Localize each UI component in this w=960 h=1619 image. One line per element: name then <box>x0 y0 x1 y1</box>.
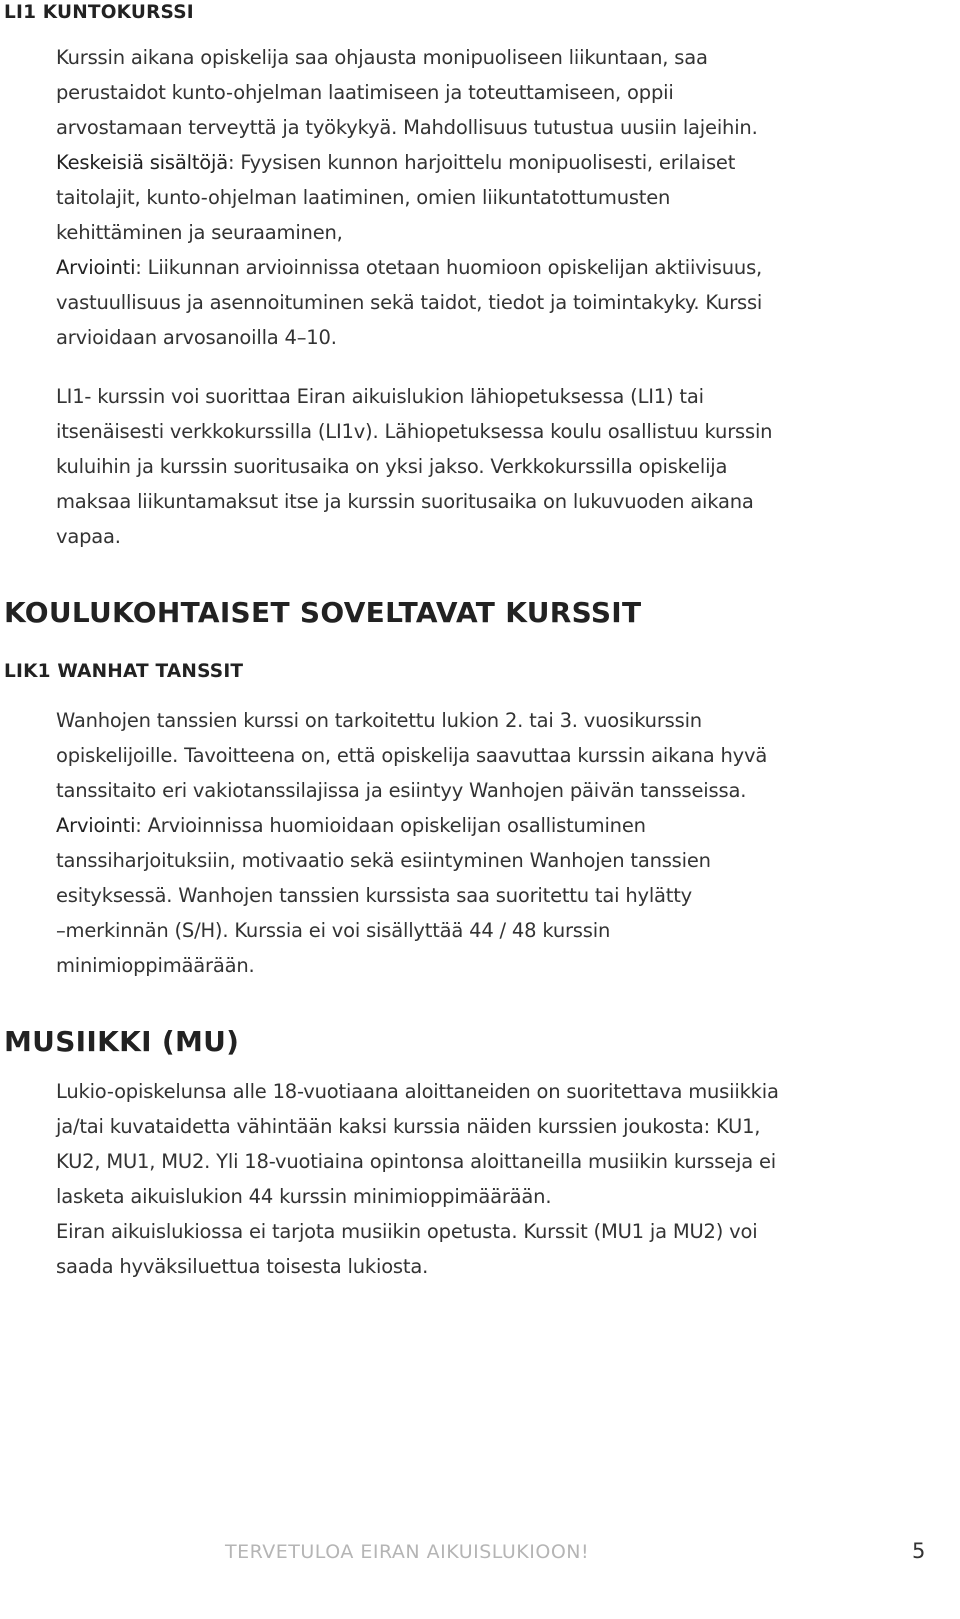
content-text: : Fyysisen kunnon harjoittelu monipuolisesti, erilaiset <box>227 151 736 174</box>
text-line: tanssiharjoituksiin, motivaatio sekä esiintyminen Wanhojen tanssien <box>56 849 711 872</box>
lik1-heading: LIK1 WANHAT TANSSIT <box>4 661 244 682</box>
assessment-line <box>56 808 946 843</box>
assessment-text: : Arvioinnissa huomioidaan opiskelijan osallistuminen <box>135 814 646 837</box>
text-line: itsenäisesti verkkokurssilla (LI1v). Lähiopetuksessa koulu osallistuu kurssin <box>56 420 773 443</box>
text-line: –merkinnän (S/H). Kurssia ei voi sisällyttää 44 / 48 kurssin <box>56 919 611 942</box>
text-line: arvostamaan terveyttä ja työkykyä. Mahdollisuus tutustua uusiin lajeihin. <box>56 116 758 139</box>
lik1-body <box>56 703 946 983</box>
text-line: vapaa. <box>56 525 121 548</box>
text-line: Lukio-opiskelunsa alle 18-vuotiaana aloittaneiden on suoritettava musiikkia <box>56 1080 779 1103</box>
text-line: ja/tai kuvataidetta vähintään kaksi kurssia näiden kurssien joukosta: KU1, <box>56 1115 761 1138</box>
text-line: kuluihin ja kurssin suoritusaika on yksi jakso. Verkkokurssilla opiskelija <box>56 455 728 478</box>
text-line: KU2, MU1, MU2. Yli 18-vuotiaina opintonsa aloittaneilla musiikin kursseja ei <box>56 1150 777 1173</box>
content-line <box>56 145 946 180</box>
text-line: lasketa aikuislukion 44 kurssin minimioppimäärään. <box>56 1185 552 1208</box>
text-line: tanssitaito eri vakiotanssilajissa ja esiintyy Wanhojen päivän tansseissa. <box>56 779 747 802</box>
text-line: saada hyväksiluettua toisesta lukiosta. <box>56 1255 429 1278</box>
li1-heading: LI1 KUNTOKURSSI <box>4 2 194 23</box>
content-label: Keskeisiä sisältöjä <box>56 151 228 174</box>
text-line: Eiran aikuislukiossa ei tarjota musiikin opetusta. Kurssit (MU1 ja MU2) voi <box>56 1220 758 1243</box>
text-line: minimioppimäärään. <box>56 954 255 977</box>
text-line: LI1- kurssin voi suorittaa Eiran aikuislukion lähiopetuksessa (LI1) tai <box>56 385 704 408</box>
text-line: esityksessä. Wanhojen tanssien kurssista saa suoritettu tai hylätty <box>56 884 693 907</box>
text-line: maksaa liikuntamaksut itse ja kurssin suoritusaika on lukuvuoden aikana <box>56 490 754 513</box>
li1-body <box>56 40 946 355</box>
page-number: 5 <box>912 1539 926 1563</box>
music-body <box>56 1074 946 1284</box>
text-line: vastuullisuus ja asennoituminen sekä taidot, tiedot ja toimintakyky. Kurssi <box>56 291 763 314</box>
text-line: perustaidot kunto-ohjelman laatimiseen ja toteuttamiseen, oppii <box>56 81 674 104</box>
footer-text: TERVETULOA EIRAN AIKUISLUKIOON! <box>225 1541 590 1563</box>
assessment-label: Arviointi <box>56 256 136 279</box>
music-heading: MUSIIKKI (MU) <box>4 1025 240 1058</box>
text-line: arvioidaan arvosanoilla 4–10. <box>56 326 337 349</box>
text-line: kehittäminen ja seuraaminen, <box>56 221 343 244</box>
assessment-line <box>56 250 946 285</box>
text-line: Wanhojen tanssien kurssi on tarkoitettu lukion 2. tai 3. vuosikurssin <box>56 709 702 732</box>
text-line: Kurssin aikana opiskelija saa ohjausta monipuoliseen liikuntaan, saa <box>56 46 708 69</box>
text-line: opiskelijoille. Tavoitteena on, että opiskelija saavuttaa kurssin aikana hyvä <box>56 744 768 767</box>
assessment-text: : Liikunnan arvioinnissa otetaan huomioon opiskelijan aktiivisuus, <box>135 256 763 279</box>
assessment-label: Arviointi <box>56 814 136 837</box>
school-specific-heading: KOULUKOHTAISET SOVELTAVAT KURSSIT <box>4 596 642 629</box>
text-line: taitolajit, kunto-ohjelman laatiminen, omien liikuntatottumusten <box>56 186 671 209</box>
li1-enrollment-paragraph <box>56 379 946 554</box>
